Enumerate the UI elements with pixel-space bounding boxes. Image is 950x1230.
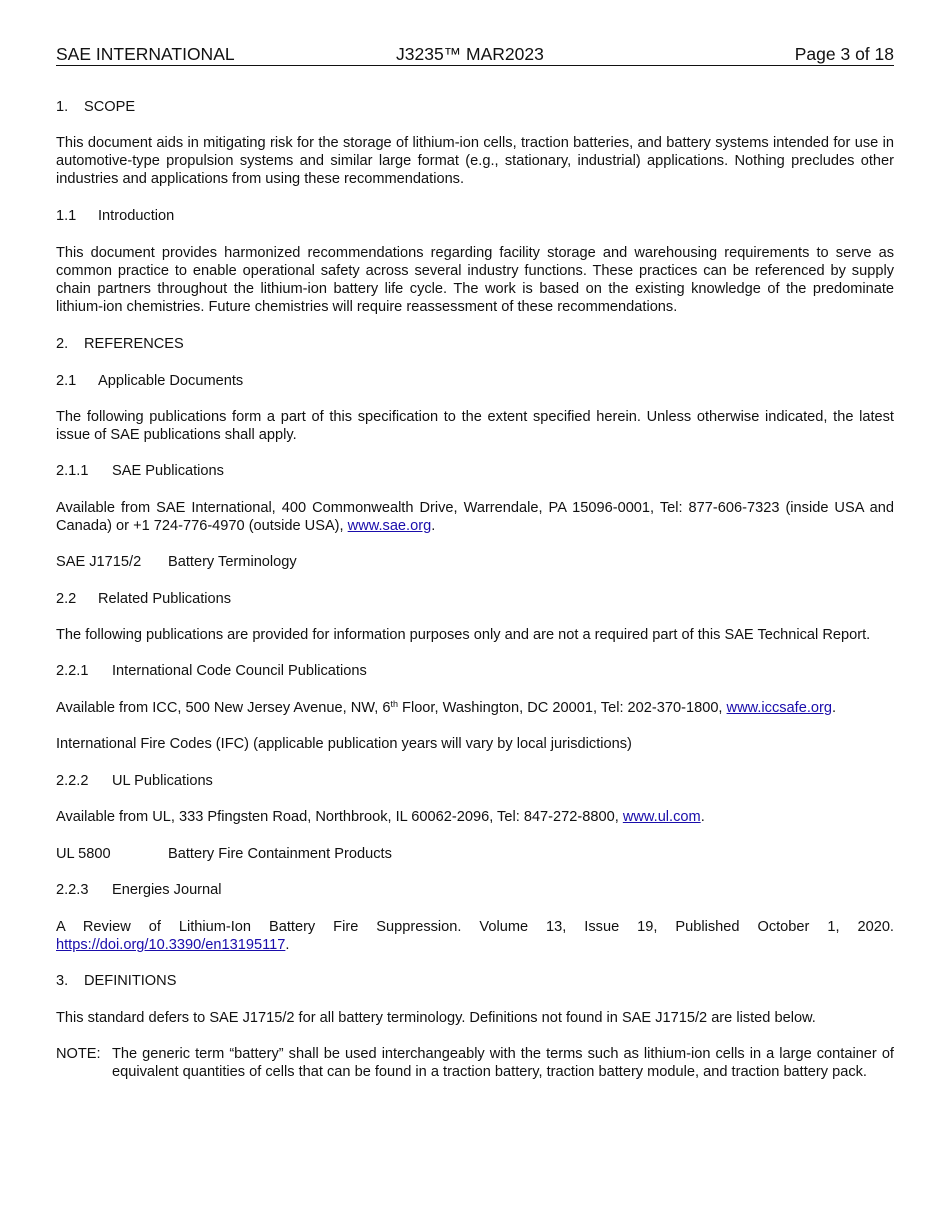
ul-availability-paragraph — [56, 808, 894, 826]
introduction-paragraph: This document provides harmonized recommendations regarding facility storage and warehousing requirements to serve as common practice to enable operational safety across several industry functions. These practices can be referenced by supply chain partners throughout the lithium-ion battery life cycle. The work is based on the existing knowledge of the predominate lithium-ion chemistries. Future chemistries will require reassessment of these recommendations. — [56, 245, 894, 315]
heading-number: 2.2 — [56, 591, 77, 607]
heading-energies-journal — [56, 881, 894, 899]
heading-related-publications — [56, 590, 894, 608]
reference-title: Battery Terminology — [168, 554, 297, 570]
heading-number: 2.2.2 — [56, 773, 89, 789]
heading-number: 1.1 — [56, 208, 77, 224]
definitions-paragraph: This standard defers to SAE J1715/2 for all battery terminology. Definitions not found in SAE J1715/2 are listed below. — [56, 1010, 816, 1026]
reference-title: Battery Fire Containment Products — [168, 846, 392, 862]
icc-availability-paragraph — [56, 699, 894, 717]
header-page-number: Page 3 of 18 — [794, 44, 894, 64]
page-content — [56, 98, 894, 1081]
reference-entry — [56, 553, 894, 571]
header-doc-id: J3235™ MAR2023 — [396, 44, 544, 64]
heading-sae-publications — [56, 462, 894, 480]
scope-paragraph: This document aids in mitigating risk for the storage of lithium-ion cells, traction batteries, and battery systems intended for use in automotive-type propulsion systems and similar large format (e.g., stationary, industrial) applications. Nothing precludes other industries and applications from using these recommendations. — [56, 135, 894, 187]
note-body: The generic term “battery” shall be used interchangeably with the terms such as lithium-ion cells in a large container of equivalent quantities of cells that can be found in a traction battery, traction battery module, and traction battery pack. — [112, 1046, 894, 1080]
note-label: NOTE: — [56, 1046, 101, 1062]
heading-references — [56, 335, 894, 353]
heading-title: DEFINITIONS — [84, 973, 177, 989]
icc-availability-text-1: Available from ICC, 500 New Jersey Avenue, NW, 6 — [56, 700, 391, 716]
definitions-note — [56, 1045, 894, 1081]
heading-title: UL Publications — [112, 773, 213, 789]
heading-number: 2.2.1 — [56, 663, 89, 679]
heading-title: Applicable Documents — [98, 373, 244, 389]
energies-doi-line — [56, 936, 894, 954]
heading-title: International Code Council Publications — [112, 663, 367, 679]
heading-title: Energies Journal — [112, 882, 222, 898]
heading-ul-publications — [56, 772, 894, 790]
ordinal-superscript: th — [390, 699, 398, 709]
heading-title: SCOPE — [84, 99, 136, 115]
sae-website-link[interactable]: www.sae.org — [347, 518, 432, 534]
doi-link[interactable]: https://doi.org/10.3390/en13195117 — [56, 937, 286, 953]
reference-code: UL 5800 — [56, 846, 111, 862]
sae-availability-paragraph — [56, 499, 894, 535]
period: . — [831, 700, 837, 716]
heading-scope — [56, 98, 894, 116]
heading-introduction — [56, 207, 894, 225]
heading-number: 2.1.1 — [56, 463, 89, 479]
heading-applicable-documents — [56, 372, 894, 390]
icc-availability-text-2: Floor, Washington, DC 20001, Tel: 202-370-1800, — [397, 700, 727, 716]
sae-availability-text: Available from SAE International, 400 Commonwealth Drive, Warrendale, PA 15096-0001, Tel: 877-606-7323 (inside USA and Canada) or +1 724-776-4970 (outside USA), — [56, 500, 894, 534]
heading-number: 1. — [56, 99, 69, 115]
header-org: SAE INTERNATIONAL — [56, 44, 235, 64]
page-header — [56, 43, 894, 66]
heading-number: 2. — [56, 336, 69, 352]
heading-definitions — [56, 972, 894, 990]
heading-icc-publications — [56, 662, 894, 680]
heading-number: 3. — [56, 973, 69, 989]
icc-website-link[interactable]: www.iccsafe.org — [726, 700, 832, 716]
heading-title: Introduction — [98, 208, 175, 224]
ifc-reference: International Fire Codes (IFC) (applicable publication years will vary by local jurisdictions) — [56, 736, 632, 752]
energies-citation: A Review of Lithium-Ion Battery Fire Suppression. Volume 13, Issue 19, Published October 1, 2020. — [56, 919, 894, 935]
heading-number: 2.2.3 — [56, 882, 89, 898]
related-publications-paragraph: The following publications are provided for information purposes only and are not a required part of this SAE Technical Report. — [56, 627, 871, 643]
heading-title: Related Publications — [98, 591, 232, 607]
reference-code: SAE J1715/2 — [56, 554, 142, 570]
reference-entry — [56, 845, 894, 863]
period: . — [431, 518, 436, 534]
ul-website-link[interactable]: www.ul.com — [622, 809, 701, 825]
period: . — [285, 937, 290, 953]
heading-title: SAE Publications — [112, 463, 224, 479]
ul-availability-text: Available from UL, 333 Pfingsten Road, Northbrook, IL 60062-2096, Tel: 847-272-8800, — [56, 809, 623, 825]
period: . — [700, 809, 705, 825]
applicable-documents-paragraph: The following publications form a part of this specification to the extent specified herein. Unless otherwise indicated, the latest issue of SAE publications shall apply. — [56, 409, 894, 443]
heading-title: REFERENCES — [84, 336, 184, 352]
heading-number: 2.1 — [56, 373, 77, 389]
